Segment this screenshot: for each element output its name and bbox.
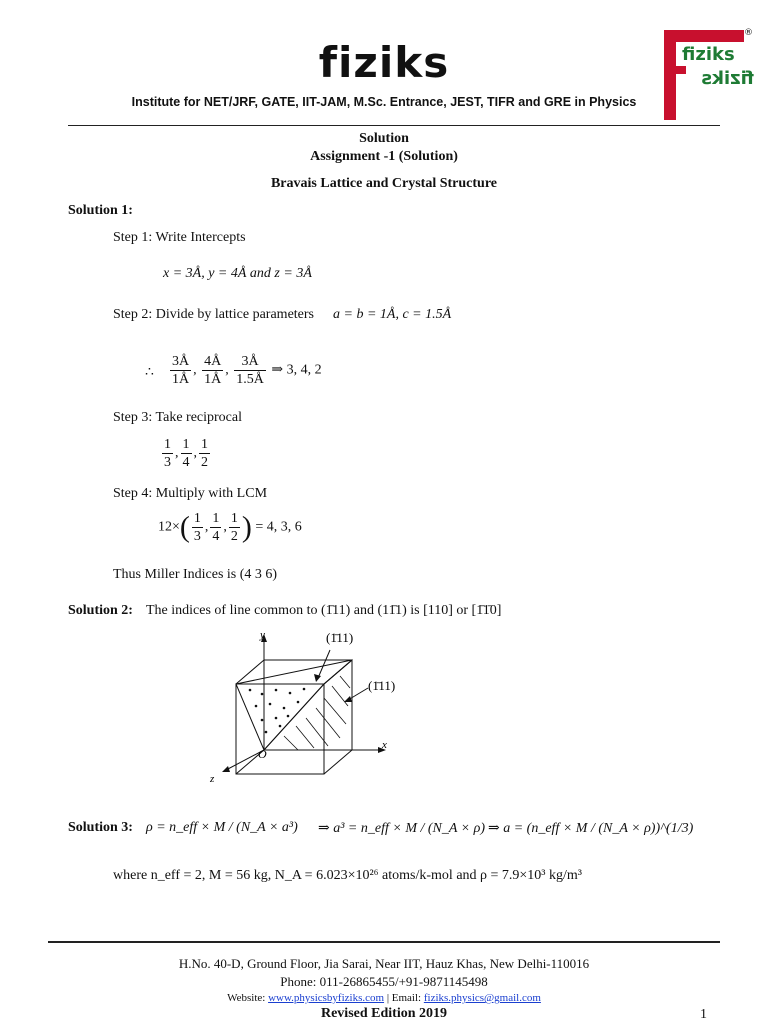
- solution1-label: Solution 1:: [68, 203, 133, 218]
- lattice-params: a = b = 1Å, c = 1.5Å: [333, 307, 452, 322]
- intercepts: x = 3Å, y = 4Å and z = 3Å: [163, 266, 312, 281]
- miller-indices: Thus Miller Indices is (4 3 6): [113, 567, 278, 582]
- cube-figure: [200, 626, 420, 786]
- lcm-num-2: 1: [212, 511, 220, 526]
- lcm-den-2: 4: [212, 529, 220, 544]
- email-link[interactable]: fiziks.physics@gmail.com: [423, 992, 541, 1004]
- ratio-den-3: 1.5Å: [236, 372, 264, 387]
- plane1-label: (1̄11): [326, 630, 354, 645]
- ratio-num-3: 3Å: [234, 353, 266, 371]
- logo-text: fiziks: [682, 44, 735, 65]
- recip-num-3: 1: [201, 437, 208, 452]
- step3-text: Step 3: Take reciprocal: [113, 410, 242, 425]
- ratio-num-1: 3Å: [172, 354, 190, 369]
- density-equation: ρ = n_eff × M / (N_A × a³): [146, 820, 298, 835]
- given-values: where n_eff = 2, M = 56 kg, N_A = 6.023×10²⁶ atoms/k-mol and ρ = 7.9×10³ kg/m³: [113, 868, 582, 883]
- solution2-label: Solution 2:: [68, 603, 133, 618]
- solution2-text: The indices of line common to (1̄11) and (11̄1) is [110] or [1̄1̄0]: [146, 603, 502, 618]
- lcm-den-3: 2: [230, 529, 238, 544]
- header-rule: [68, 125, 720, 126]
- solution3-label: Solution 3:: [68, 820, 133, 835]
- website-link[interactable]: www.physicsbyfiziks.com: [268, 992, 385, 1004]
- page-number: 1: [700, 1007, 707, 1022]
- recip-den-1: 3: [164, 455, 171, 470]
- lcm-expression: 12×( $\frac{1}{3}$ , $\frac{1}{4}$ , $\frac{1}{2}$ ) = 4, 3, 6: [158, 510, 302, 544]
- step4-text: Step 4: Multiply with LCM: [113, 486, 268, 501]
- recip-num-2: 1: [182, 437, 190, 452]
- title-topic: Bravais Lattice and Crystal Structure: [270, 176, 498, 191]
- step2-text: Step 2: Divide by lattice parameters: [113, 307, 314, 322]
- recip-den-2: 4: [182, 455, 190, 470]
- a-equation: ⇒ a = (n_eff × M / (N_A × ρ))^(1/3): [488, 821, 694, 836]
- footer-phone: Phone: 011-26865455/+91-9871145498: [280, 974, 488, 989]
- website-label: Website:: [227, 992, 266, 1004]
- lcm-num-1: 1: [193, 511, 201, 526]
- axis-x-label: x: [382, 739, 387, 751]
- reciprocal-fractions: $\frac{1}{3}$ , $\frac{1}{4}$ , $\frac{1}{2}$: [164, 437, 208, 470]
- therefore-symbol: ∴: [145, 365, 154, 380]
- axis-z-label: z: [210, 773, 215, 785]
- email-label: | Email:: [386, 992, 422, 1004]
- edition: Revised Edition 2019: [320, 1006, 447, 1021]
- ratio-num-2: 4Å: [204, 354, 222, 369]
- title-assignment: Assignment -1 (Solution): [310, 149, 458, 164]
- tagline: Institute for NET/JRF, GATE, IIT-JAM, M.Sc. Entrance, JEST, TIFR and GRE in Physics: [131, 95, 637, 109]
- plane2-label: (1̄11): [368, 678, 396, 693]
- origin-label: O: [258, 747, 267, 761]
- a-cubed-equation: ⇒ a³ = n_eff × M / (N_A × ρ): [318, 821, 485, 836]
- recip-num-1: 1: [164, 437, 171, 452]
- z-arrow-icon: [222, 766, 230, 772]
- recip-den-3: 2: [201, 455, 208, 470]
- logo-mirror-text: fiziks: [701, 68, 754, 89]
- ratio-den-2: 1Å: [204, 372, 222, 387]
- lcm-result: = 4, 3, 6: [255, 519, 302, 535]
- lcm-den-1: 3: [193, 529, 201, 544]
- ratio-result: ⇒ 3, 4, 2: [271, 362, 322, 378]
- lcm-num-3: 1: [230, 511, 238, 526]
- ratio-den-1: 1Å: [172, 372, 190, 387]
- brand-title: fiziks: [318, 38, 450, 87]
- footer-contact: [0, 992, 768, 1004]
- title-solution: Solution: [359, 131, 409, 146]
- registered-mark: ®: [744, 28, 753, 38]
- footer-rule: [48, 941, 720, 943]
- ratio-fractions: $\frac{3Å}{1Å}$ , $\frac{4Å}{1Å}$ , $\frac{3Å}{1.5Å}$ ⇒ 3, 4, 2: [172, 354, 322, 387]
- lcm-prefix: 12×: [158, 519, 180, 535]
- axis-y-label: y: [260, 629, 265, 641]
- fiziks-logo: [662, 26, 754, 122]
- step1-text: Step 1: Write Intercepts: [113, 230, 246, 245]
- footer-address: H.No. 40-D, Ground Floor, Jia Sarai, Near IIT, Hauz Khas, New Delhi-110016: [178, 956, 590, 971]
